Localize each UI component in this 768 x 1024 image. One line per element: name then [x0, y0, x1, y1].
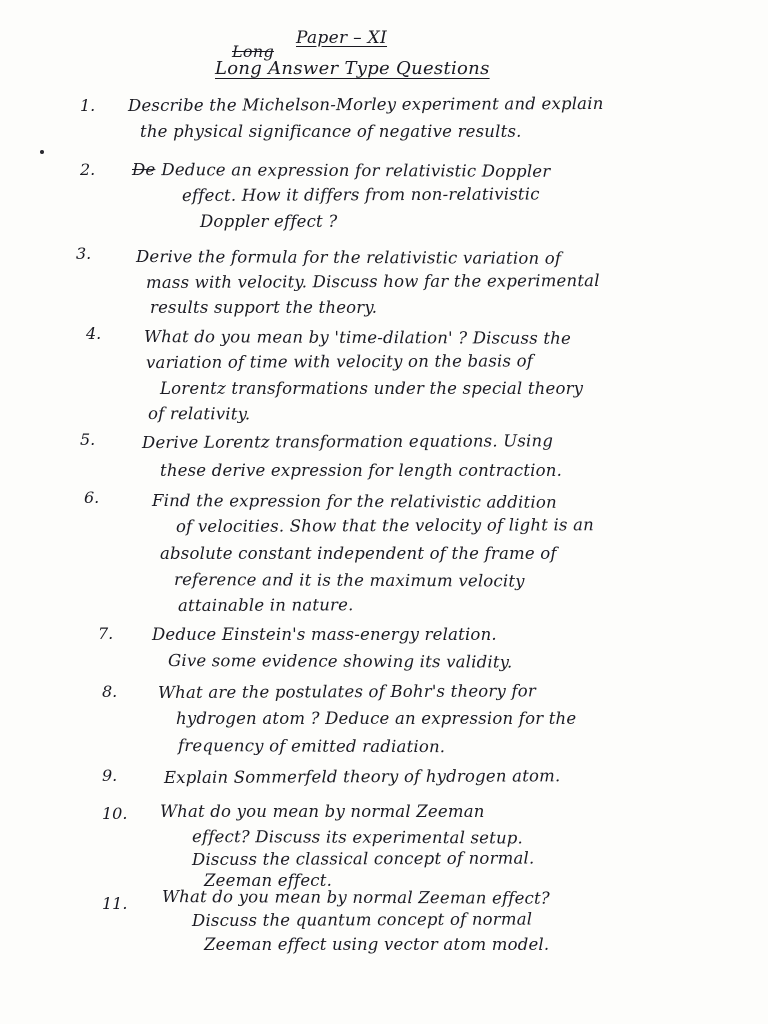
question-number: 11.: [102, 894, 128, 913]
question-line: What are the postulates of Bohr's theory for: [157, 681, 537, 702]
question-line: Give some evidence showing its validity.: [167, 651, 513, 672]
question-line: frequency of emitted radiation.: [177, 736, 446, 757]
question-line: Deduce Einstein's mass-energy relation.: [152, 625, 497, 644]
question-line: absolute constant independent of the frame of: [160, 544, 557, 563]
question-line: What do you mean by 'time-dilation' ? Discuss the: [143, 327, 572, 348]
question-number: 4.: [86, 324, 102, 343]
section-subtitle: Long Answer Type Questions: [215, 58, 490, 79]
question-line: effect. How it differs from non-relativistic: [181, 184, 540, 205]
question-line: hydrogen atom ? Deduce an expression for the: [176, 709, 577, 728]
paper-title: Paper – XI: [296, 28, 388, 48]
question-line: Zeeman effect.: [204, 871, 333, 890]
question-line: Lorentz transformations under the special theory: [160, 379, 584, 398]
question-line: [132, 159, 550, 183]
question-line: Describe the Michelson-Morley experiment and explain: [127, 93, 604, 115]
question-line: Find the expression for the relativistic addition: [151, 491, 557, 512]
struck-prefix: De: [131, 160, 156, 180]
question-line: of relativity.: [147, 404, 251, 424]
question-line: Derive the formula for the relativistic variation of: [135, 247, 562, 268]
question-line: reference and it is the maximum velocity: [173, 570, 525, 591]
question-line: the physical significance of negative results.: [140, 122, 522, 141]
question-number: 9.: [102, 766, 118, 785]
question-line: Discuss the quantum concept of normal: [191, 909, 533, 930]
question-line: of velocities. Show that the velocity of light is an: [175, 515, 595, 536]
question-line: What do you mean by normal Zeeman: [160, 802, 485, 821]
question-number: 8.: [102, 682, 118, 701]
question-line: Zeeman effect using vector atom model.: [204, 935, 550, 954]
question-line: Doppler effect ?: [200, 212, 338, 231]
question-line: What do you mean by normal Zeeman effect?: [161, 887, 550, 908]
question-line: Explain Sommerfeld theory of hydrogen atom.: [163, 766, 561, 787]
question-number: 2.: [80, 160, 96, 179]
struck-word: Long: [232, 42, 275, 61]
question-number: 3.: [76, 244, 92, 263]
question-number: 10.: [102, 804, 128, 823]
question-number: 5.: [80, 430, 96, 449]
question-line: Discuss the classical concept of normal.: [191, 848, 535, 869]
question-line-text: Deduce an expression for relativistic Doppler: [161, 160, 551, 181]
question-line: Derive Lorentz transformation equations. Using: [141, 431, 554, 452]
question-number: 7.: [98, 624, 114, 643]
question-line: these derive expression for length contraction.: [160, 461, 563, 480]
question-number: 1.: [80, 96, 96, 115]
question-line: attainable in nature.: [177, 595, 354, 615]
question-line: effect? Discuss its experimental setup.: [191, 827, 524, 848]
question-line: variation of time with velocity on the basis of: [145, 351, 534, 372]
question-line: results support the theory.: [150, 298, 378, 317]
question-number: 6.: [84, 488, 100, 507]
question-line: mass with velocity. Discuss how far the experimental: [145, 271, 600, 292]
